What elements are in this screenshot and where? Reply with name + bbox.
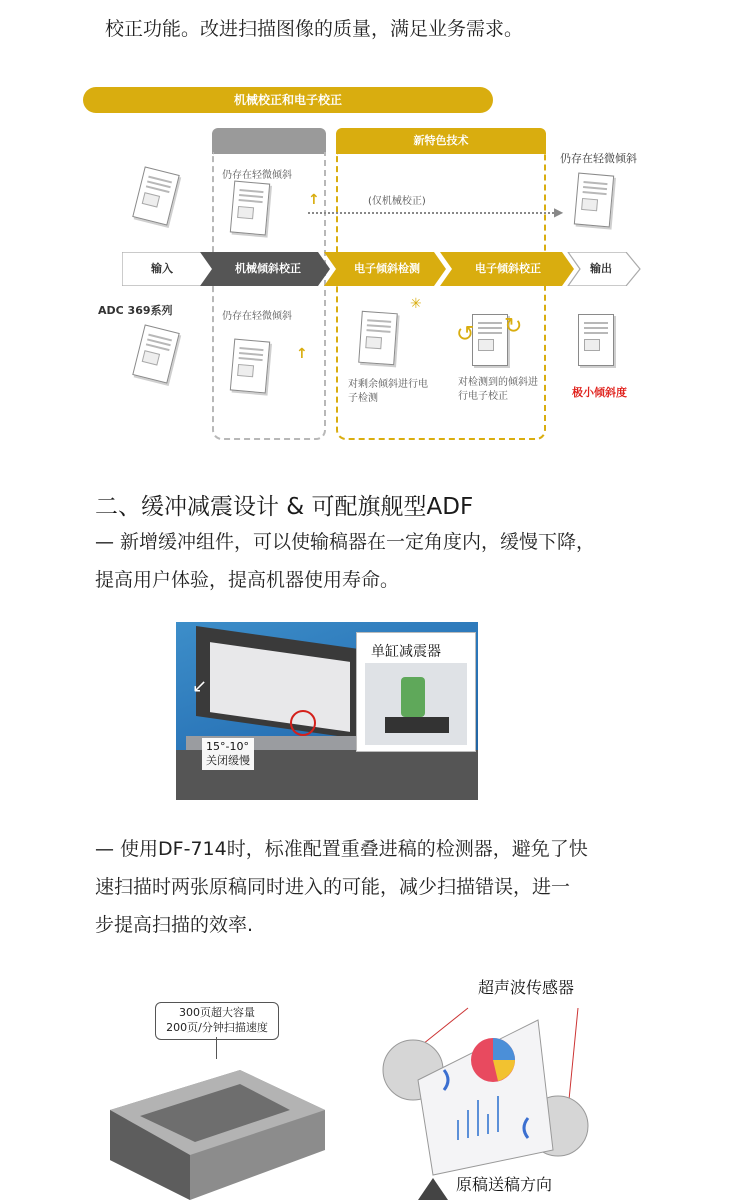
damper-base (385, 717, 449, 733)
flow-step-mechanical: 机械倾斜校正 (235, 262, 301, 275)
slightly-skewed-document-icon (230, 181, 270, 236)
output-document-icon (574, 173, 614, 228)
straight-document-icon (578, 314, 614, 366)
skewed-document-icon (132, 324, 180, 383)
section-paragraph-line: 提高用户体验，提高机器使用寿命。 (95, 569, 400, 591)
feed-direction-label: 原稿送稿方向 (456, 1175, 553, 1194)
damper-inset (356, 632, 476, 752)
new-tech-header: 新特色技术 (336, 128, 546, 154)
arrow-right-icon: ▶ (554, 205, 564, 219)
ultrasonic-sensor-illustration (378, 1000, 618, 1200)
angle-tag: 15°-10° 关闭缓慢 (202, 738, 254, 770)
damper-cylinder (401, 677, 425, 717)
detect-document-icon (358, 311, 398, 365)
diagram-banner: 机械校正和电子校正 (83, 87, 493, 113)
skew-correction-diagram (80, 82, 680, 452)
flow-step-correct: 电子倾斜校正 (475, 262, 541, 275)
top-left-note: 仍存在轻微倾斜 (222, 170, 292, 181)
sensor-label: 超声波传感器 (478, 978, 575, 997)
intro-line: 校正功能。改进扫描图像的质量，满足业务需求。 (105, 18, 524, 40)
section-paragraph-line: — 新增缓冲组件，可以使输稿器在一定角度内，缓慢下降， (95, 531, 596, 553)
detector-paragraph-line: — 使用DF-714时，标准配置重叠进稿的检测器，避免了快 (95, 838, 588, 860)
capacity-callout: 300页超大容量 200页/分钟扫描速度 (155, 1002, 279, 1040)
detector-paragraph-line: 速扫描时两张原稿同时进入的可能，减少扫描错误，进一 (95, 876, 571, 898)
detector-paragraph-line: 步提高扫描的效率. (95, 914, 254, 936)
top-mid-note: (仅机械校正) (368, 196, 426, 207)
inset-title: 单缸减震器 (371, 644, 441, 660)
flow-step-input: 输入 (151, 262, 173, 275)
adf-unit-illustration (100, 1050, 330, 1200)
detect-note: 对剩余倾斜进行电 子检测 (348, 379, 428, 404)
top-right-note: 仍存在轻微倾斜 (560, 152, 637, 165)
dotted-arrow-line (308, 212, 558, 214)
adf-damper-photo (176, 622, 478, 800)
corrected-document-icon (472, 314, 508, 366)
correct-note: 对检测到的倾斜进 行电子校正 (458, 377, 538, 402)
sensor-spark-icon: ✳ (410, 296, 422, 312)
rotate-left-icon: ↺ (456, 322, 475, 347)
arrow-down-icon: ↙ (192, 676, 208, 697)
arrow-up-icon: ↑ (296, 346, 308, 362)
damper-highlight (290, 710, 316, 736)
section-heading: 二、缓冲减震设计 & 可配旗舰型ADF (95, 494, 474, 520)
slightly-skewed-document-icon (230, 339, 270, 394)
mechanical-column-header (212, 128, 326, 154)
rotate-right-icon: ↻ (504, 314, 523, 339)
arrow-up-icon: ↑ (308, 192, 320, 208)
skewed-document-icon (132, 166, 180, 225)
damper-illustration (365, 663, 467, 745)
bottom-left-note: 仍存在轻微倾斜 (222, 311, 292, 322)
flow-step-detect: 电子倾斜检测 (354, 262, 420, 275)
min-skew-label: 极小倾斜度 (572, 386, 627, 399)
adc-label: ADC 369系列 (98, 304, 173, 317)
flow-step-output: 输出 (590, 262, 612, 275)
